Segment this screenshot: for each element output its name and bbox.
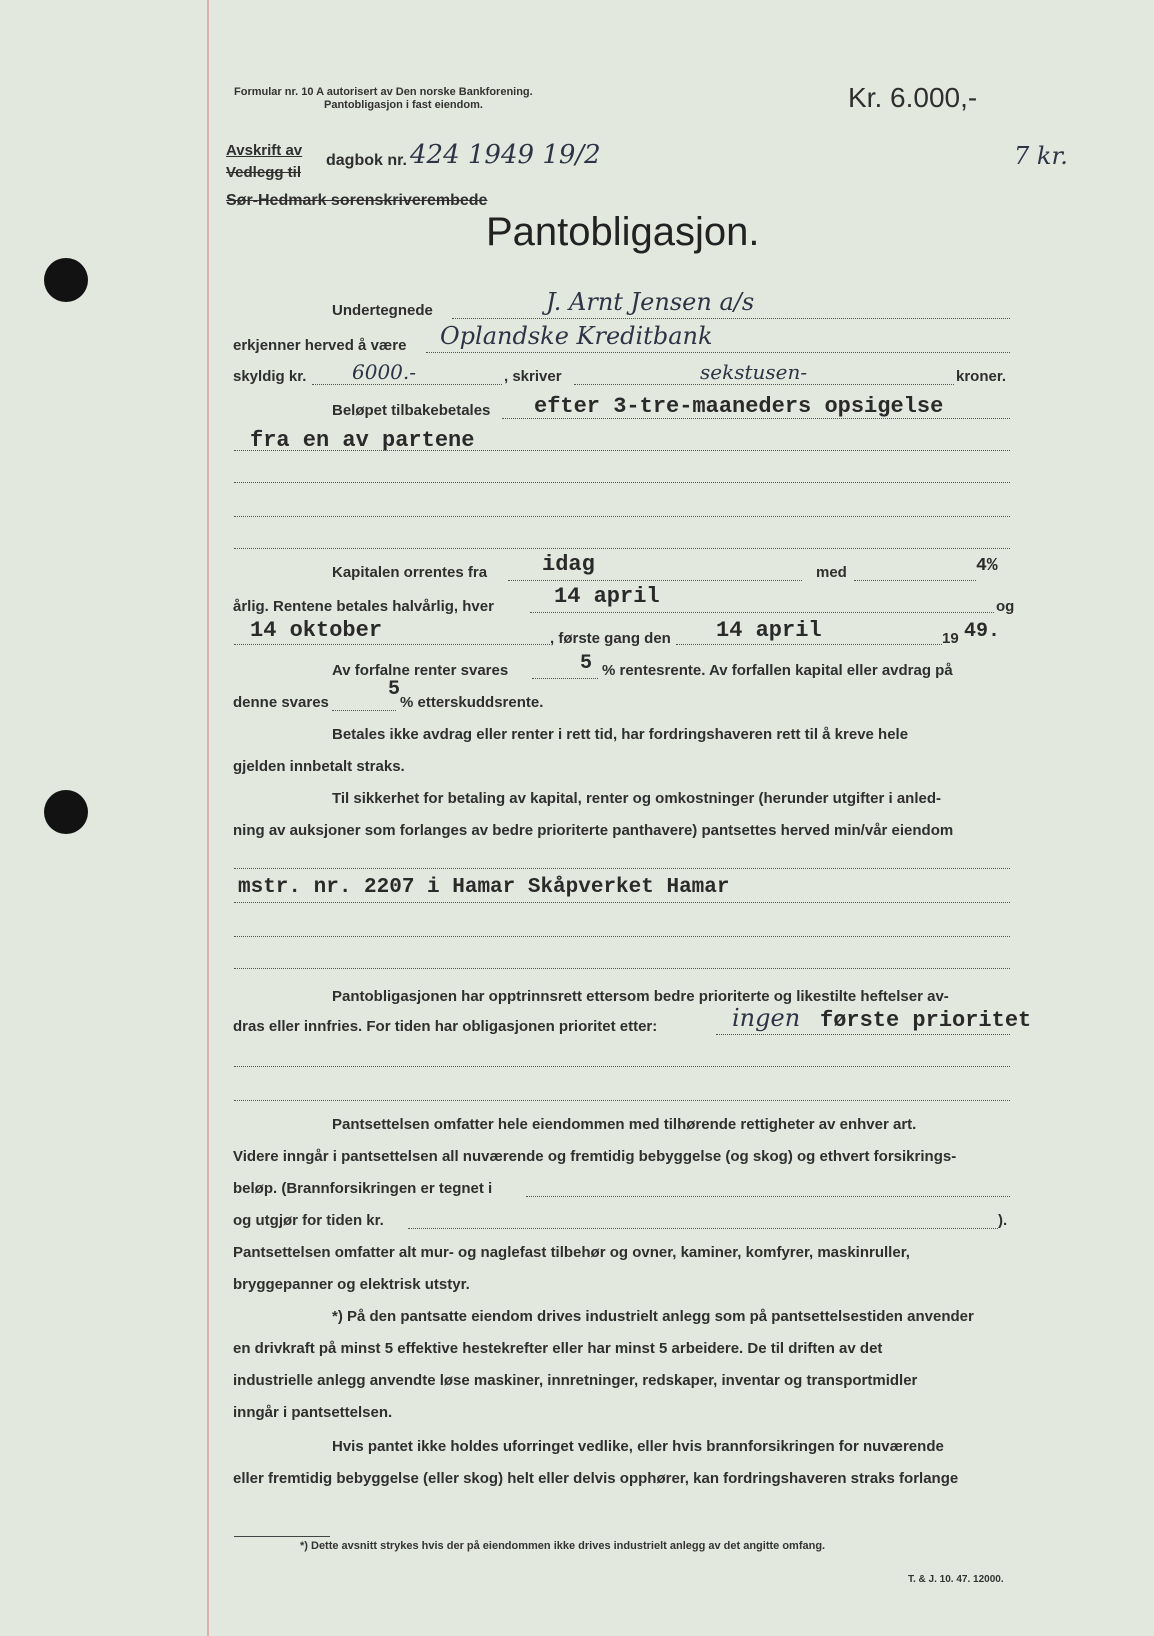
industri-text: industrielle anlegg anvendte løse maskiner, innretninger, redskaper, inventar og transportmidler bbox=[233, 1372, 918, 1389]
rentesrente-label: % rentesrente. Av forfallen kapital eller avdrag på bbox=[602, 662, 953, 679]
industri-text: *) På den pantsatte eiendom drives industrielt anlegg som på pantsettelsestiden anvender bbox=[332, 1308, 974, 1325]
belopet-value-2: fra en av partene bbox=[250, 428, 475, 453]
prioritet-text: dras eller innfries. For tiden har obligasjonen prioritet etter: bbox=[233, 1018, 658, 1035]
form-note: Formular nr. 10 A autorisert av Den norske Bankforening. bbox=[234, 86, 533, 98]
erkjenner-label: erkjenner herved å være bbox=[233, 337, 407, 354]
betales-text: Betales ikke avdrag eller renter i rett tid, har fordringshaveren rett til å kreve hele bbox=[332, 726, 909, 743]
page-title: Pantobligasjon. bbox=[486, 210, 760, 254]
skyldig-label: skyldig kr. bbox=[233, 368, 307, 385]
amount-label: Kr. 6.000,- bbox=[848, 82, 978, 113]
kroner-label: kroner. bbox=[956, 368, 1007, 385]
forste-value: 14 april bbox=[716, 618, 822, 643]
tilbehor-text: Pantsettelsen omfatter alt mur- og naglefast tilbehør og ovner, kaminer, komfyrer, maskinruller, bbox=[233, 1244, 910, 1261]
arlig-value: 14 april bbox=[554, 584, 660, 609]
corner-mark: 7 kr. bbox=[1014, 142, 1068, 170]
sikkerhet-text: Til sikkerhet for betaling av kapital, renter og omkostninger (herunder utgifter i anled- bbox=[332, 790, 942, 807]
sikkerhet-text: ning av auksjoner som forlanges av bedre prioriterte panthavere) pantsettes herved min/vår eiendom bbox=[233, 822, 954, 839]
etterskudd-label: % etterskuddsrente. bbox=[400, 694, 544, 711]
forste-label: , første gang den bbox=[550, 630, 671, 647]
avskrift-label: Avskrift av bbox=[226, 142, 303, 159]
industri-text: inngår i pantsettelsen. bbox=[233, 1404, 393, 1421]
belopet-label: Beløpet tilbakebetales bbox=[332, 402, 491, 419]
skriver-value: sekstusen- bbox=[700, 360, 808, 384]
undertegnede-value: J. Arnt Jensen a/s bbox=[546, 288, 755, 316]
denne-label: denne svares bbox=[233, 694, 329, 711]
belopet-value: efter 3-tre-maaneders opsigelse bbox=[534, 394, 944, 419]
og-label: og bbox=[996, 598, 1015, 615]
kapitalen-value: idag bbox=[542, 552, 595, 577]
omfatter-end: ). bbox=[998, 1212, 1008, 1229]
skriver-label: , skriver bbox=[504, 368, 562, 385]
property-value: mstr. nr. 2207 i Hamar Skåpverket Hamar bbox=[238, 876, 730, 899]
omfatter-text: og utgjør for tiden kr. bbox=[233, 1212, 384, 1229]
arlig-label: årlig. Rentene betales halvårlig, hver bbox=[233, 598, 494, 615]
vedlegg-label: Vedlegg til bbox=[226, 164, 302, 181]
prioritet-hand: ingen bbox=[732, 1004, 801, 1032]
prioritet-value: første prioritet bbox=[820, 1008, 1032, 1033]
tilbehor-text: bryggepanner og elektrisk utstyr. bbox=[233, 1276, 470, 1293]
footnote: *) Dette avsnitt strykes hvis der på eiendommen ikke drives industrielt anlegg av det angitte omfang. bbox=[300, 1540, 826, 1552]
punch-hole bbox=[44, 258, 88, 302]
margin-line bbox=[207, 0, 209, 1636]
med-label: med bbox=[816, 564, 847, 581]
printer-mark: T. & J. 10. 47. 12000. bbox=[908, 1574, 1004, 1585]
prioritet-text: Pantobligasjonen har opptrinnsrett ettersom bedre prioriterte og likestilte heftelser av- bbox=[332, 988, 949, 1005]
erkjenner-value: Oplandske Kreditbank bbox=[440, 322, 713, 350]
omfatter-text: Videre inngår i pantsettelsen all nuværende og fremtidig bebyggelse (og skog) og ethvert forsikrings- bbox=[233, 1148, 957, 1165]
dagbok-label: dagbok nr. bbox=[326, 152, 407, 169]
forfalne-value: 5 bbox=[580, 652, 593, 675]
industri-text: en drivkraft på minst 5 effektive hestekrefter eller har minst 5 arbeidere. De til driften av det bbox=[233, 1340, 883, 1357]
punch-hole bbox=[44, 790, 88, 834]
forfalne-label: Av forfalne renter svares bbox=[332, 662, 509, 679]
skyldig-value: 6000.- bbox=[352, 360, 417, 384]
second-date: 14 oktober bbox=[250, 618, 383, 643]
betales-text: gjelden innbetalt straks. bbox=[233, 758, 405, 775]
vedlike-text: eller fremtidig bebyggelse (eller skog) helt eller delvis opphører, kan fordringshaveren straks forlange bbox=[233, 1470, 959, 1487]
interest-rate: 4% bbox=[976, 556, 998, 576]
kapitalen-label: Kapitalen orrentes fra bbox=[332, 564, 488, 581]
undertegnede-label: Undertegnede bbox=[332, 302, 433, 319]
office-label: Sør-Hedmark sorenskriverembede bbox=[226, 192, 488, 209]
year-prefix: 19 bbox=[942, 630, 959, 647]
footnote-rule bbox=[234, 1536, 330, 1537]
omfatter-text: Pantsettelsen omfatter hele eiendommen med tilhørende rettigheter av enhver art. bbox=[332, 1116, 917, 1133]
year-value: 49. bbox=[964, 620, 1001, 643]
denne-value: 5 bbox=[388, 678, 401, 701]
vedlike-text: Hvis pantet ikke holdes uforringet vedlike, eller hvis brannforsikringen for nuværende bbox=[332, 1438, 944, 1455]
form-note: Pantobligasjon i fast eiendom. bbox=[324, 99, 483, 111]
omfatter-text: beløp. (Brannforsikringen er tegnet i bbox=[233, 1180, 493, 1197]
dagbok-value: 424 1949 19/2 bbox=[410, 140, 601, 170]
